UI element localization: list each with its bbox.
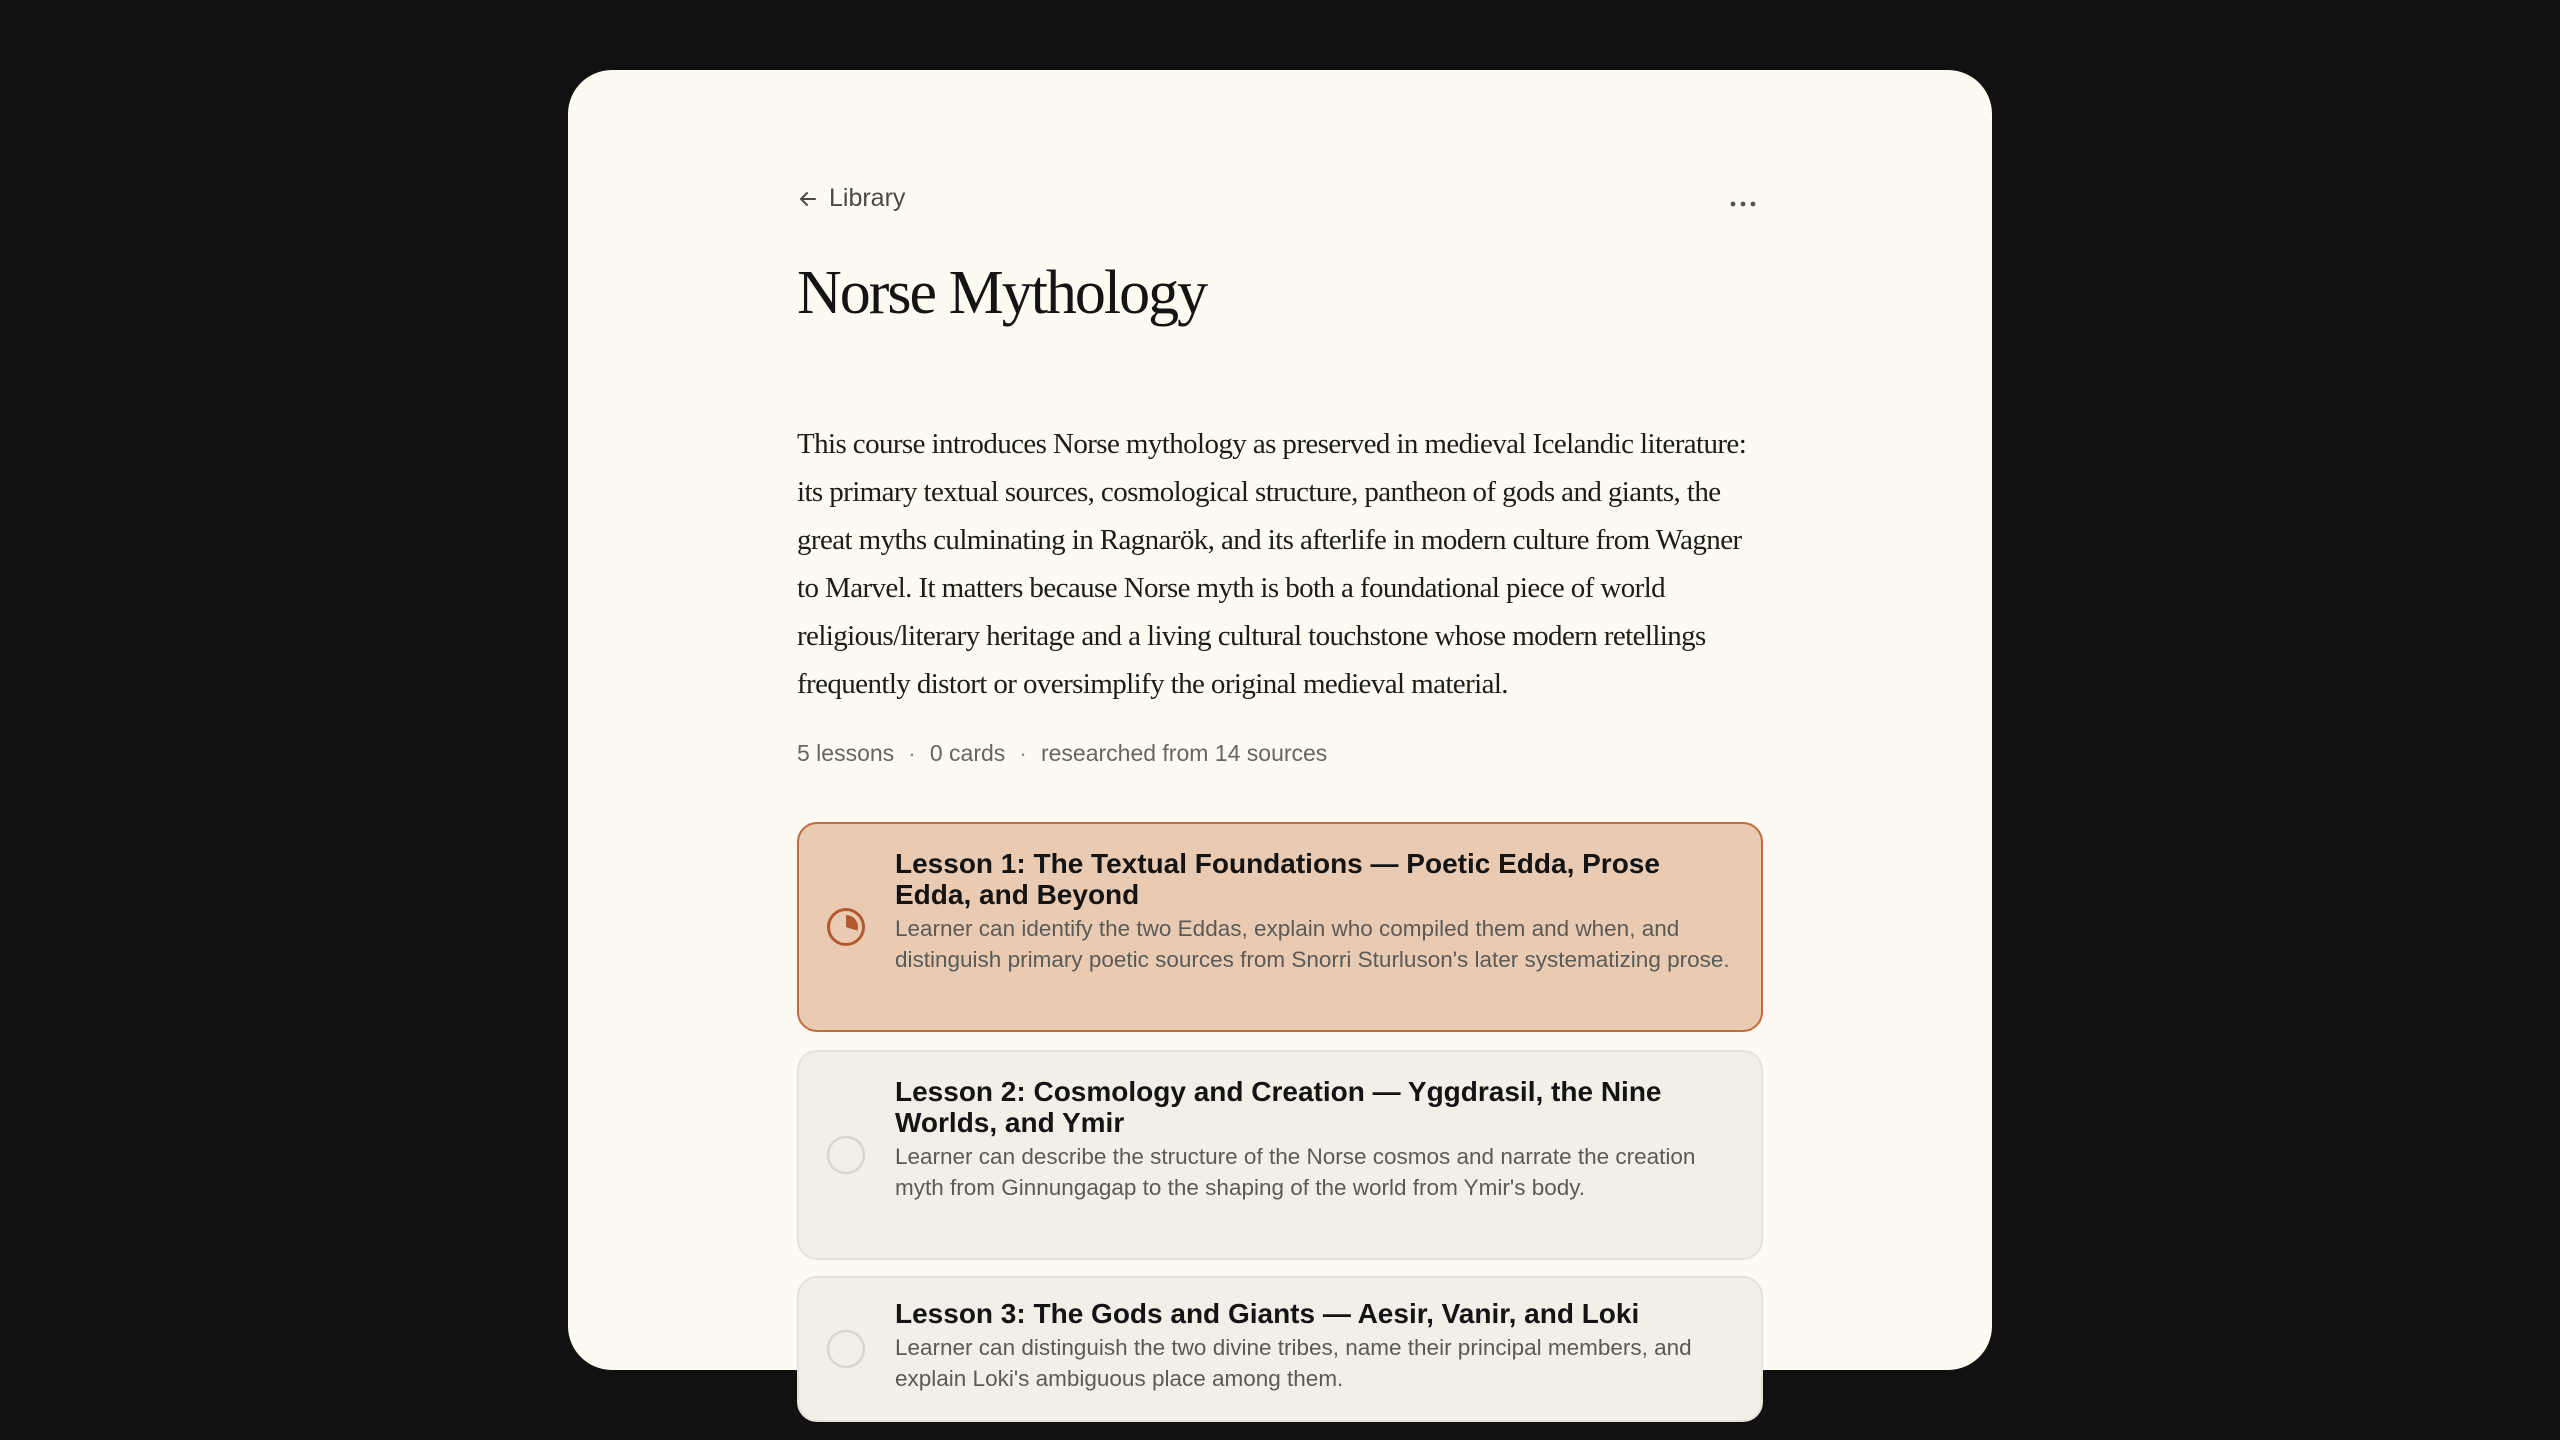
empty-circle-icon: [826, 1329, 866, 1369]
lesson-card-2[interactable]: [797, 1050, 1763, 1260]
course-meta: [797, 740, 1327, 767]
card-count: 0 cards: [929, 740, 1006, 766]
lesson-text: [895, 1076, 1737, 1203]
more-horizontal-icon: [1730, 195, 1756, 213]
back-link-label: Library: [829, 184, 906, 212]
lesson-title: Lesson 3: The Gods and Giants — Aesir, Vanir, and Loki: [895, 1298, 1640, 1329]
lesson-title: Lesson 2: Cosmology and Creation — Yggdrasil, the Nine Worlds, and Ymir: [895, 1076, 1662, 1138]
meta-separator: ·: [1019, 740, 1027, 766]
more-options-button[interactable]: [1723, 186, 1763, 222]
page-title: Norse Mythology: [797, 259, 1207, 327]
empty-circle-icon: [826, 1135, 866, 1175]
lesson-description: Learner can distinguish the two divine tribes, name their principal members, and explain Loki's ambiguous place among them.: [895, 1335, 1692, 1391]
lesson-count: 5 lessons: [797, 740, 895, 766]
lesson-description: Learner can describe the structure of the Norse cosmos and narrate the creation myth from Ginnungagap to the shaping of the world from Ymir's body.: [895, 1144, 1696, 1200]
back-to-library-link[interactable]: [797, 184, 905, 213]
lesson-card-3[interactable]: [797, 1276, 1763, 1422]
progress-pie-icon: [826, 907, 866, 947]
meta-separator: ·: [908, 740, 916, 766]
arrow-left-icon: [797, 188, 819, 210]
lesson-card-1[interactable]: [797, 822, 1763, 1032]
lesson-text: [895, 848, 1737, 975]
lesson-text: [895, 1298, 1737, 1394]
app-window: [568, 70, 1992, 1391]
course-description: This course introduces Norse mythology as preserved in medieval Icelandic literature: its primary textual sources, cosmological structure, pantheon of gods and giants, the great myths culminating in Ragnarök, and its afterlife in modern culture from Wagner to Marvel. It matters because Norse myth is both a foundational piece of world religious/literary heritage and a living cultural touchstone whose modern retellings frequently distort or oversimplify the original medieval material.: [797, 428, 1747, 700]
lesson-description: Learner can identify the two Eddas, explain who compiled them and when, and distinguish primary poetic sources from Snorri Sturluson's later systematizing prose.: [895, 916, 1730, 972]
source-count: researched from 14 sources: [1040, 740, 1328, 766]
lesson-title: Lesson 1: The Textual Foundations — Poetic Edda, Prose Edda, and Beyond: [895, 848, 1660, 910]
top-bar: [797, 184, 1763, 224]
